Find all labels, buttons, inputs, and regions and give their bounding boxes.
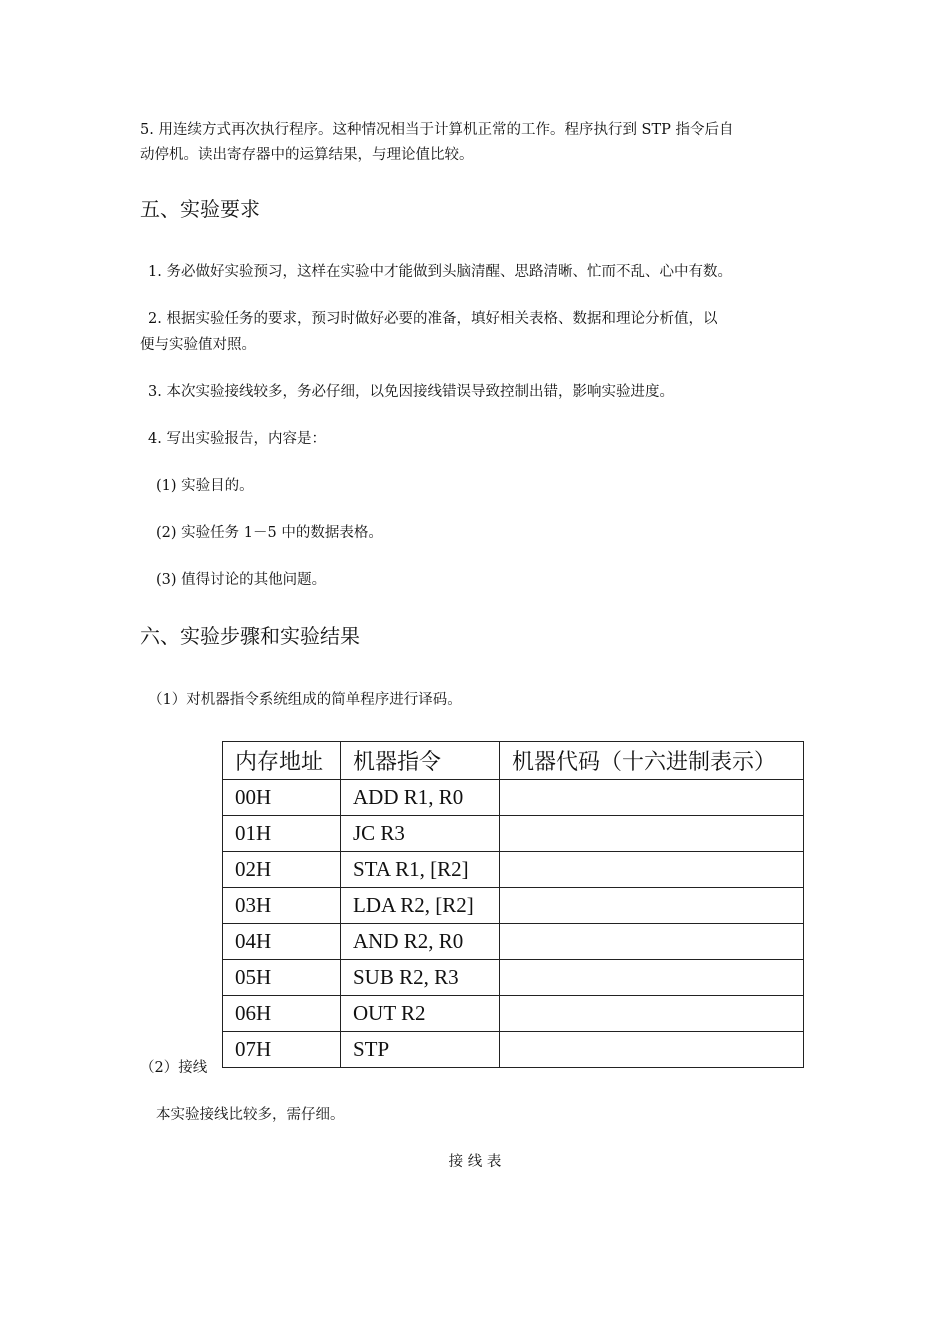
requirement-item-1: 1. 务必做好实验预习，这样在实验中才能做到头脑清醒、思路清晰、忙而不乱、心中有数。 — [148, 264, 732, 280]
table-row — [223, 924, 804, 960]
table-row — [223, 960, 804, 996]
wiring-note: 本实验接线比较多，需仔细。 — [156, 1107, 345, 1123]
column-header-machine-code: 机器代码（十六进制表示） — [500, 742, 804, 780]
section-heading-requirements: 五、实验要求 — [140, 197, 260, 221]
paragraph-line: 5. 用连续方式再次执行程序。这种情况相当于计算机正常的工作。程序执行到 STP 指令后自 — [140, 122, 734, 138]
report-item-1: (1) 实验目的。 — [156, 478, 254, 494]
paragraph-step-5 — [140, 118, 820, 168]
column-header-instruction: 机器指令 — [341, 742, 500, 780]
cell-address: 04H — [223, 924, 341, 960]
requirement-item-2-cont: 便与实验值对照。 — [140, 337, 256, 353]
column-header-address: 内存地址 — [223, 742, 341, 780]
cell-machine-code — [500, 1032, 804, 1068]
cell-address: 07H — [223, 1032, 341, 1068]
cell-instruction: OUT R2 — [341, 996, 500, 1032]
instruction-code-table — [222, 741, 804, 1068]
requirement-item-3: 3. 本次实验接线较多，务必仔细，以免因接线错误导致控制出错，影响实验进度。 — [148, 384, 674, 400]
cell-address: 00H — [223, 780, 341, 816]
cell-machine-code — [500, 780, 804, 816]
cell-address: 01H — [223, 816, 341, 852]
cell-address: 05H — [223, 960, 341, 996]
table-row — [223, 780, 804, 816]
step-2-text: （2）接线 — [140, 1060, 208, 1076]
cell-address: 02H — [223, 852, 341, 888]
table-header-row — [223, 742, 804, 780]
cell-instruction: STA R1, [R2] — [341, 852, 500, 888]
requirement-item-2: 2. 根据实验任务的要求，预习时做好必要的准备，填好相关表格、数据和理论分析值，以 — [148, 311, 718, 327]
cell-instruction: JC R3 — [341, 816, 500, 852]
report-item-3: (3) 值得讨论的其他问题。 — [156, 572, 327, 588]
cell-instruction: SUB R2, R3 — [341, 960, 500, 996]
report-item-2: (2) 实验任务 1－5 中的数据表格。 — [156, 525, 383, 541]
cell-machine-code — [500, 852, 804, 888]
step-1-text: （1）对机器指令系统组成的简单程序进行译码。 — [148, 692, 462, 708]
table-row — [223, 996, 804, 1032]
table-row — [223, 888, 804, 924]
cell-machine-code — [500, 960, 804, 996]
cell-instruction: ADD R1, R0 — [341, 780, 500, 816]
cell-machine-code — [500, 924, 804, 960]
requirement-item-4: 4. 写出实验报告，内容是： — [148, 431, 326, 447]
table-row — [223, 1032, 804, 1068]
cell-machine-code — [500, 996, 804, 1032]
cell-instruction: AND R2, R0 — [341, 924, 500, 960]
paragraph-line: 动停机。读出寄存器中的运算结果，与理论值比较。 — [140, 147, 474, 163]
wiring-table-title: 接 线 表 — [448, 1154, 502, 1170]
table-row — [223, 816, 804, 852]
cell-address: 06H — [223, 996, 341, 1032]
cell-machine-code — [500, 816, 804, 852]
cell-machine-code — [500, 888, 804, 924]
cell-instruction: STP — [341, 1032, 500, 1068]
cell-instruction: LDA R2, [R2] — [341, 888, 500, 924]
cell-address: 03H — [223, 888, 341, 924]
table-row — [223, 852, 804, 888]
section-heading-steps: 六、实验步骤和实验结果 — [140, 624, 360, 648]
